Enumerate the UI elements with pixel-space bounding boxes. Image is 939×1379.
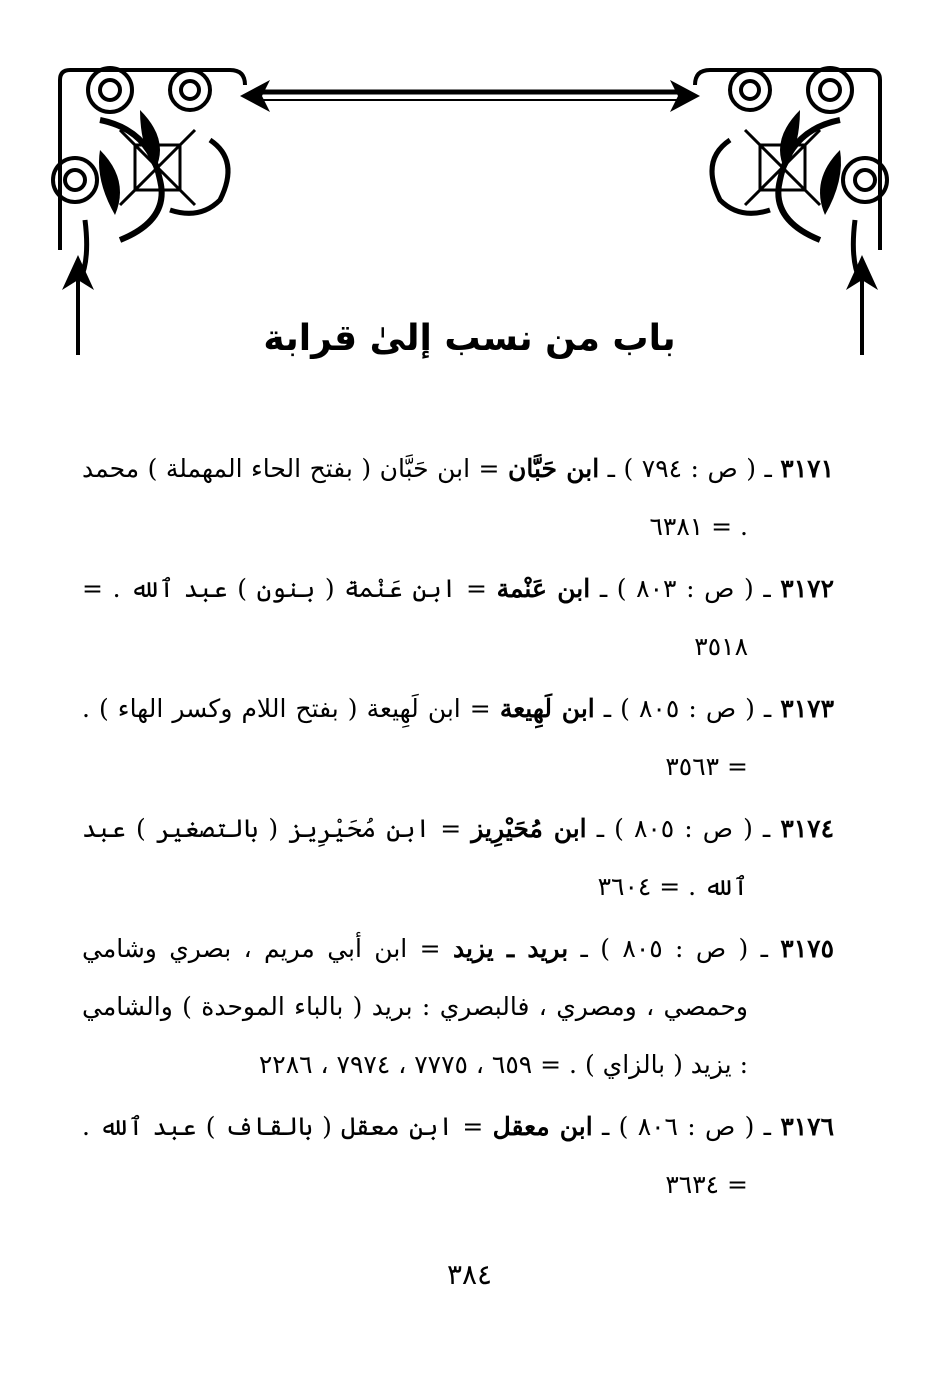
- entry-page-ref: ( ص : ٨٠٥ ): [614, 814, 753, 843]
- entry-text: = ابن حَبَّان ( بفتح الحاء المهملة ) محمد . = ٦٣٨١: [82, 454, 748, 541]
- entry: ٣١٧١ ـ ( ص : ٧٩٤ ) ـ ابن حَبَّان = ابن حَبَّان ( بفتح الحاء المهملة ) محمد . = ٦٣٨١: [82, 454, 835, 541]
- entry-name: ابن حَبَّان: [508, 454, 600, 483]
- entry-text: = ابن عَنْمة ( بنون ) عبد ٱلله . = ٣٥١٨: [82, 574, 748, 661]
- left-corner-ornament: [53, 68, 245, 280]
- entry-text: = ابن لَهِيعة ( بفتح اللام وكسر الهاء ) . = ٣٥٦٣: [82, 694, 748, 781]
- entry: ٣١٧٥ ـ ( ص : ٨٠٥ ) ـ بريد ـ يزيد = ابن أبي مريم ، بصري وشامي وحمصي ، ومصري ، فالبصري : بريد ( بالباء الموحدة ) والشامي : يزيد ( بالزاي ) . = ٦٥٩ ، ٧٧٧٥ ، ٧٩٧٤ ، ٢٢٨٦: [82, 934, 834, 1079]
- entry-name: ابن لَهِيعة: [499, 694, 595, 723]
- entry-text: = ابن معقل ( بالقاف ) عبد ٱلله . = ٣٦٣٤: [82, 1112, 748, 1199]
- entry-list: [82, 440, 834, 1218]
- entry-page-ref: ( ص : ٨٠٦ ): [618, 1112, 755, 1141]
- entry-name: ابن مُحَيْرِيز: [471, 814, 587, 843]
- entry-text: = ابن أبي مريم ، بصري وشامي وحمصي ، ومصري ، فالبصري : بريد ( بالباء الموحدة ) والشامي : يزيد ( بالزاي ) . = ٦٥٩ ، ٧٧٧٥ ، ٧٩٧٤ ، ٢٢٨٦: [82, 934, 748, 1079]
- entry: ٣١٧٢ ـ ( ص : ٨٠٣ ) ـ ابن عَنْمة = ابن عَنْمة ( بنون ) عبد ٱلله . = ٣٥١٨: [82, 574, 834, 661]
- page-number: ٣٨٤: [446, 1258, 493, 1291]
- entry: ٣١٧٤ ـ ( ص : ٨٠٥ ) ـ ابن مُحَيْرِيز = ابن مُحَيْرِيز ( بالتصغير ) عبد ٱلله . = ٣٦٠٤: [82, 814, 835, 901]
- entry-number: ٣١٧٤: [780, 814, 835, 843]
- entry-number: ٣١٧٢: [780, 574, 834, 603]
- entry-text: = ابن مُحَيْرِيز ( بالتصغير ) عبد ٱلله . = ٣٦٠٤: [82, 814, 748, 901]
- entry-name: ابن عَنْمة: [496, 574, 591, 603]
- entry-page-ref: ( ص : ٧٩٤ ): [623, 454, 756, 483]
- chapter-title: باب من نسب إلىٰ قرابة: [263, 318, 676, 359]
- right-corner-ornament: [695, 68, 887, 280]
- entry-page-ref: ( ص : ٨٠٥ ): [600, 934, 749, 963]
- entry-number: ٣١٧٥: [780, 934, 834, 963]
- entry-name: ابن معقل: [492, 1112, 593, 1141]
- entry-page-ref: ( ص : ٨٠٣ ): [616, 574, 754, 603]
- entry-page-ref: ( ص : ٨٠٥ ): [620, 694, 755, 723]
- entry: ٣١٧٦ ـ ( ص : ٨٠٦ ) ـ ابن معقل = ابن معقل ( بالقاف ) عبد ٱلله . = ٣٦٣٤: [82, 1112, 835, 1199]
- decorative-frame-ornament: [40, 50, 900, 360]
- entry-number: ٣١٧١: [780, 454, 835, 483]
- entry-number: ٣١٧٣: [780, 694, 835, 723]
- entry: ٣١٧٣ ـ ( ص : ٨٠٥ ) ـ ابن لَهِيعة = ابن لَهِيعة ( بفتح اللام وكسر الهاء ) . = ٣٥٦٣: [82, 694, 835, 781]
- entry-number: ٣١٧٦: [780, 1112, 835, 1141]
- entry-name: بريد ـ يزيد: [452, 934, 569, 963]
